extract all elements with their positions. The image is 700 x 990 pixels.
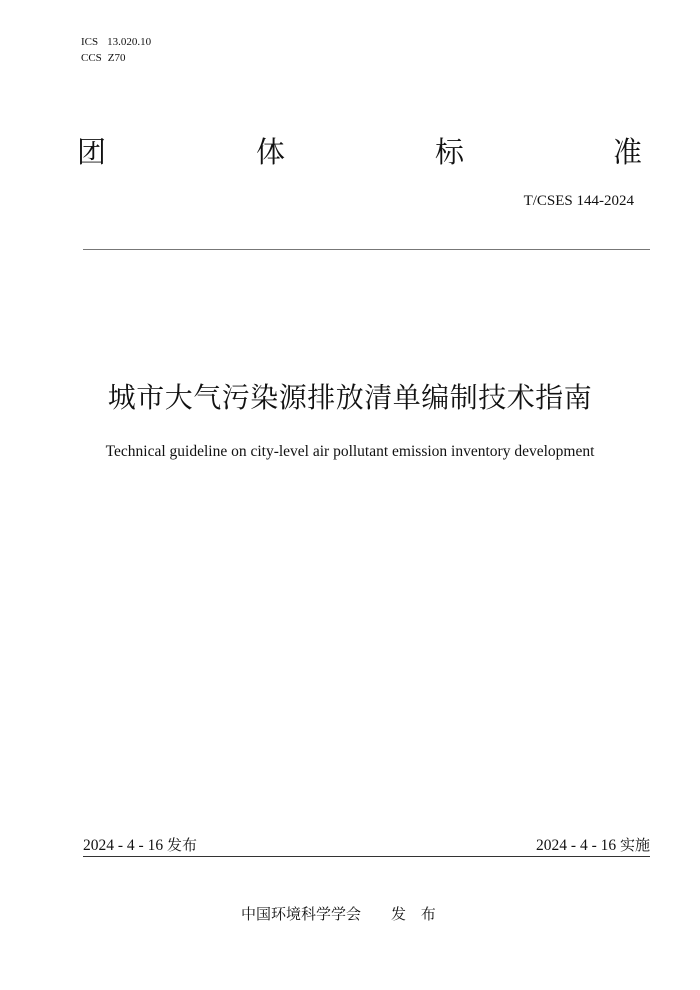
- standard-number: T/CSES 144-2024: [523, 193, 634, 209]
- publisher-line: [241, 903, 441, 925]
- ics-label: ICS: [81, 36, 99, 48]
- doc-type-char-1: 团: [77, 135, 107, 169]
- doc-type-char-4: 准: [613, 135, 643, 169]
- release-date-label: 发布: [166, 836, 197, 854]
- classification-codes: [81, 34, 151, 66]
- document-title-en: Technical guideline on city-level air pollutant emission inventory development: [105, 443, 595, 460]
- publisher-name: 中国环境科学学会: [241, 905, 362, 923]
- implementation-date: [536, 834, 650, 857]
- release-date: [83, 834, 197, 857]
- doc-type-char-3: 标: [435, 135, 465, 169]
- implementation-date-value: 2024 - 4 - 16: [536, 837, 617, 854]
- publisher-action: 发 布: [391, 905, 441, 923]
- footer-divider: [83, 856, 650, 857]
- document-title-zh: 城市大气污染源排放清单编制技术指南: [107, 381, 593, 414]
- release-date-value: 2024 - 4 - 16: [83, 837, 164, 854]
- ccs-label: CCS: [81, 52, 102, 64]
- ccs-line: [81, 50, 151, 66]
- ics-line: [81, 34, 151, 50]
- implementation-date-label: 实施: [619, 836, 650, 854]
- ccs-code: Z70: [107, 52, 126, 64]
- doc-type-char-2: 体: [256, 135, 286, 169]
- ics-code: 13.020.10: [107, 36, 152, 48]
- header-divider: [83, 249, 650, 250]
